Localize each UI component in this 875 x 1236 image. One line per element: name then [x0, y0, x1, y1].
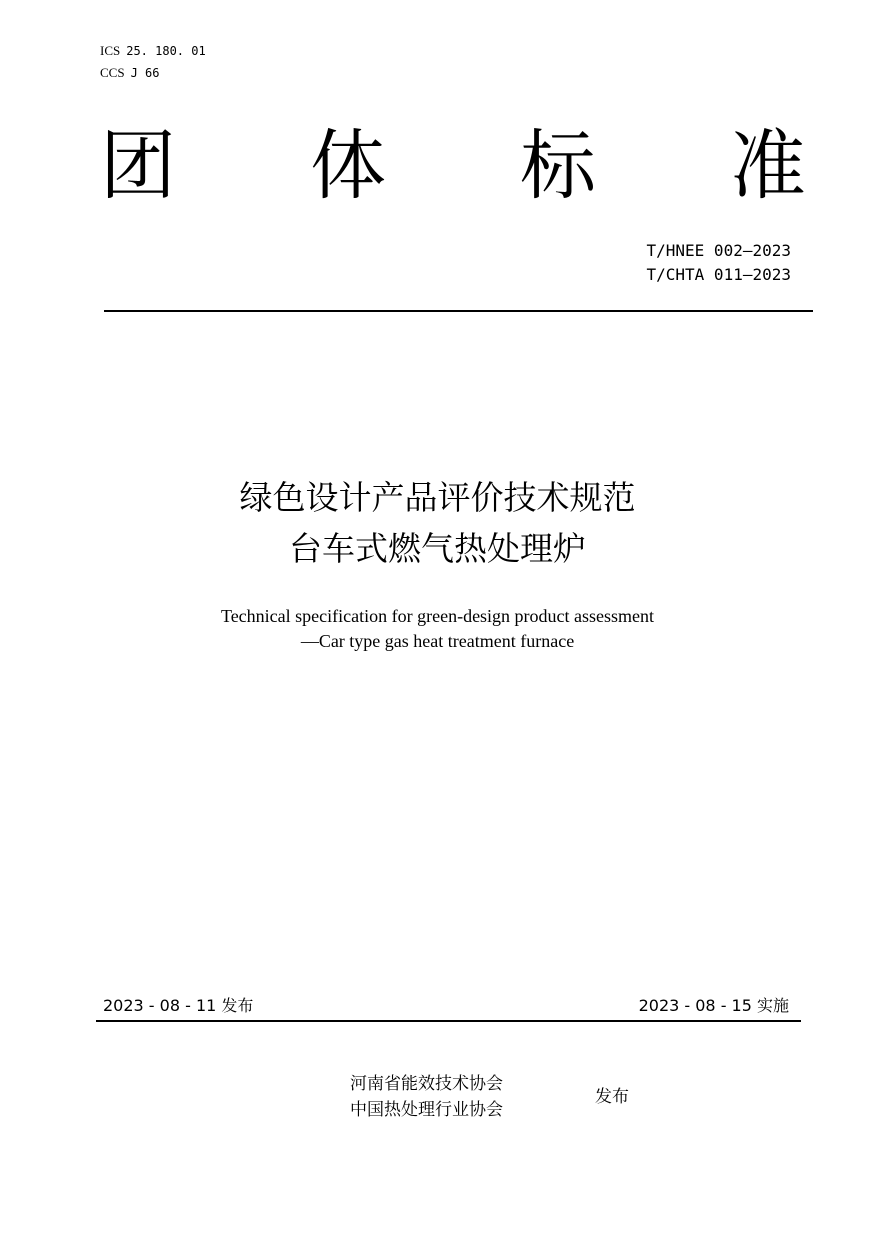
header-char-3: 标	[520, 121, 596, 210]
ccs-code: J 66	[130, 66, 160, 80]
en-title-line-1: Technical specification for green-design product assessment	[220, 606, 655, 626]
ics-label: ICS	[100, 43, 121, 58]
implement-date: 2023 - 08 - 15 实施	[638, 996, 789, 1015]
ccs-label: CCS	[100, 65, 125, 80]
footer-rule	[96, 1020, 801, 1022]
header-char-2: 体	[310, 121, 386, 210]
header-char-1: 团	[100, 121, 176, 210]
ics-code: 25. 180. 01	[126, 44, 206, 58]
standard-number-1: T/HNEE 002—2023	[646, 241, 791, 260]
en-title-line-2: —Car type gas heat treatment furnace	[300, 631, 575, 651]
standard-number-2: T/CHTA 011—2023	[646, 265, 791, 284]
header-rule	[104, 310, 813, 312]
ics-line	[100, 43, 206, 59]
publisher-org-1: 河南省能效技术协会	[350, 1074, 503, 1094]
header-char-4: 准	[730, 121, 806, 210]
publisher-org-2: 中国热处理行业协会	[350, 1100, 503, 1120]
publish-date: 2023 - 08 - 11 发布	[103, 996, 254, 1015]
publish-verb: 发布	[595, 1087, 629, 1107]
cn-title-line-1: 绿色设计产品评价技术规范	[239, 478, 636, 517]
ccs-line	[100, 65, 159, 81]
cn-title-line-2: 台车式燃气热处理炉	[289, 529, 586, 568]
